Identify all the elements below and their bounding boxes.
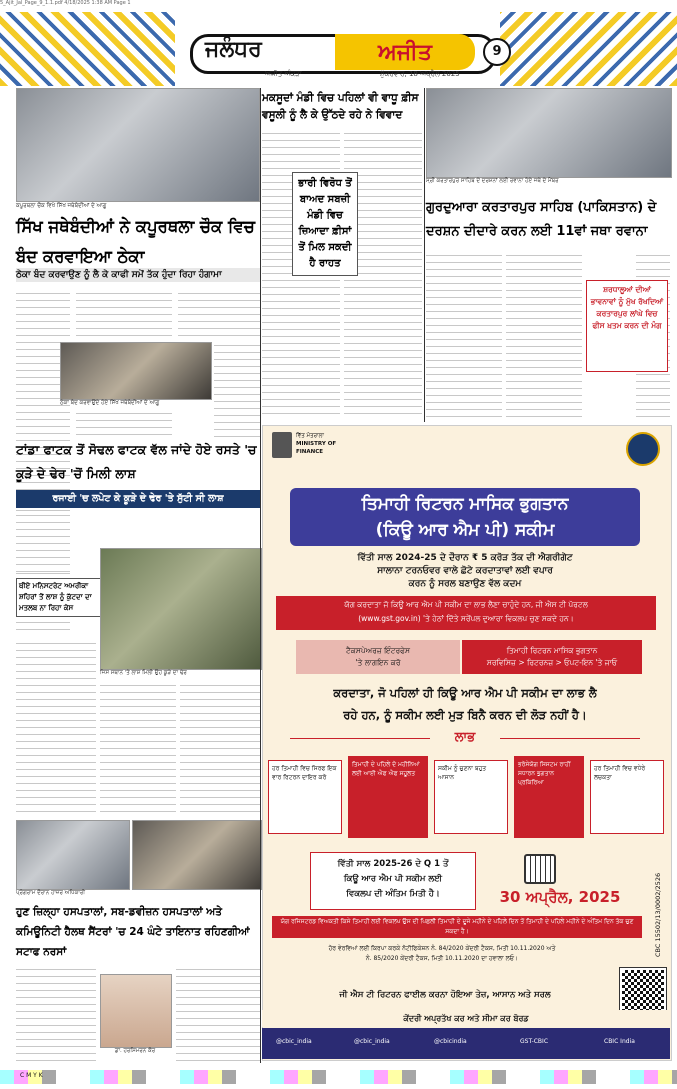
masthead-pattern-right bbox=[500, 12, 677, 86]
masthead-subtitle: ਅਜੀਤ ਅੰਕੜਾ bbox=[265, 70, 302, 78]
step2-line1: ਤਿਮਾਹੀ ਰਿਟਰਨ ਮਾਸਿਕ ਭੁਗਤਾਨ bbox=[506, 646, 598, 655]
issue-date: ਸ਼ੁੱਕਰਵਾਰ, 18 ਅਪ੍ਰੈਲ 2025 bbox=[380, 70, 460, 78]
benefit-item: ਭਰੋਸੇਯੋਗ ਸਿਸਟਮ ਰਾਹੀਂ ਸਧਾਰਨ ਭੁਗਤਾਨ ਪ੍ਰਕਿਰਿਆ bbox=[514, 756, 584, 838]
step-opt-in bbox=[462, 640, 642, 674]
benefit-item: ਤਿਮਾਹੀ ਦੇ ਪਹਿਲੇ ਦੋ ਮਹੀਨਿਆਂ ਲਈ ਆਈ ਐਫ ਐਫ ਸਹੂਲਤ bbox=[348, 756, 428, 838]
color-registration-strip bbox=[0, 1070, 677, 1084]
banner-line2: (ਕਿਊ ਆਰ ਐਮ ਪੀ) ਸਕੀਮ bbox=[375, 520, 555, 540]
social-handle-facebook: @cbicindia bbox=[434, 1038, 467, 1045]
benefits-row bbox=[268, 756, 664, 838]
national-emblem-icon bbox=[272, 432, 292, 458]
step-login bbox=[296, 640, 460, 674]
eligibility-line1: ਯੋਗ ਕਰਦਾਤਾ ਜੋ ਕਿਊ ਆਰ ਐਮ ਪੀ ਸਕੀਮ ਦਾ ਲਾਭ ਲੈਣਾ ਚਾਹੁੰਦੇ ਹਨ, ਜੀ ਐਸ ਟੀ ਪੋਰਟਲ bbox=[344, 600, 588, 609]
event-photo-left bbox=[16, 820, 130, 890]
eligibility-line2: (www.gst.gov.in) 'ਤੇ ਹੇਠਾਂ ਦਿੱਤੇ ਸਰੇਂਪਲ ਦੁਆਰਾ ਵਿਕਲਪ ਚੁਣ ਸਕਦੇ ਹਨ। bbox=[358, 614, 574, 623]
column-rule bbox=[424, 88, 425, 422]
page-number: 9 bbox=[483, 38, 511, 66]
social-handle-instagram: @cbic_india bbox=[354, 1038, 390, 1045]
story4-body-col3 bbox=[100, 682, 176, 816]
deadline-box bbox=[310, 852, 476, 910]
deadline-line2: ਕਿਊ ਆਰ ਐਮ ਪੀ ਸਕੀਮ ਲਈ bbox=[343, 874, 443, 884]
social-media-bar bbox=[262, 1028, 670, 1059]
deadline-line1: ਵਿੱਤੀ ਸਾਲ 2025-26 ਦੇ Q 1 ਤੋਂ bbox=[337, 859, 449, 869]
ad-code-vertical bbox=[648, 860, 662, 960]
benefits-title: ਲਾਭ bbox=[430, 730, 500, 745]
intro-line2: ਸਾਲਾਨਾ ਟਰਨਓਵਰ ਵਾਲੇ ਛੋਟੇ ਕਰਦਾਤਾਵਾਂ ਲਈ ਵਪਾਰ bbox=[377, 566, 553, 576]
story1-body-col2 bbox=[76, 290, 172, 342]
option-window-note: ਯੋਗ ਰਜਿਸਟਰਡ ਵਿਅਕਤੀ ਕਿਸੇ ਤਿਮਾਹੀ ਲਈ ਵਿਕਲਪ ਉਸ ਦੀ ਪਿਛਲੀ ਤਿਮਾਹੀ ਦੇ ਦੂਜੇ ਮਹੀਨੇ ਦੇ ਪਹਿਲੇ ਦਿਨ ਤੋਂ ਤਿਮਾਹੀ ਦੇ ਪਹਿਲੇ ਮਹੀਨੇ ਦੇ ਅੰਤਿਮ ਦਿਨ ਤੱਕ ਚੁਣ ਸਕਦਾ ਹੈ। bbox=[272, 916, 642, 938]
masthead-brand: ਅਜੀਤ bbox=[335, 34, 475, 70]
protest-photo bbox=[16, 88, 260, 202]
notification-reference bbox=[272, 944, 612, 964]
story4-body-col4 bbox=[180, 682, 260, 816]
calendar-icon bbox=[524, 854, 556, 884]
benefit-item: ਹਰ ਤਿਮਾਹੀ ਵਿਚ ਸਿਰਫ ਇਕ ਵਾਰ ਰਿਟਰਨ ਦਾਇਰ ਕਰੋ bbox=[268, 760, 342, 834]
story5-body-col2 bbox=[176, 966, 260, 1066]
event-photo-caption: ਪ੍ਰੋਗਰਾਮ ਦੌਰਾਨ ਹਾਜ਼ਰ ਅਧਿਕਾਰੀ bbox=[16, 890, 85, 896]
board-name: ਕੇਂਦਰੀ ਅਪ੍ਰਤੱਖ ਕਰ ਅਤੇ ਸੀਮਾ ਕਰ ਬੋਰਡ bbox=[262, 1010, 670, 1027]
social-handle-youtube: CBIC India bbox=[604, 1038, 635, 1045]
story4-headline: ਟਾਂਡਾ ਫਾਟਕ ਤੋਂ ਸੋਢਲ ਫਾਟਕ ਵੱਲ ਜਾਂਦੇ ਹੋਏ ਰਸਤੇ 'ਚ ਕੂੜੇ ਦੇ ਢੇਰ 'ਚੋਂ ਮਿਲੀ ਲਾਸ਼ bbox=[16, 442, 257, 481]
eligibility-note bbox=[276, 596, 656, 630]
deadline-line3: ਵਿਕਲਪ ਦੀ ਅੰਤਿਮ ਮਿਤੀ ਹੈ। bbox=[346, 889, 440, 899]
story4-subhead: ਰਜਾਈ 'ਚ ਲਪੇਟ ਕੇ ਕੂੜੇ ਦੇ ਢੇਰ 'ਤੇ ਸੁੱਟੀ ਸੀ ਲਾਸ਼ bbox=[16, 490, 260, 508]
story1-photo2 bbox=[60, 342, 212, 400]
doctor-portrait bbox=[100, 974, 172, 1048]
story1-body-col2b bbox=[76, 410, 172, 440]
story5-body-col1 bbox=[16, 966, 96, 1066]
story3-headline: ਗੁਰਦੁਆਰਾ ਕਰਤਾਰਪੁਰ ਸਾਹਿਬ (ਪਾਕਿਸਤਾਨ) ਦੇ ਦਰਸ਼ਨ ਦੀਦਾਰੇ ਕਰਨ ਲਈ 11ਵਾਂ ਜਥਾ ਰਵਾਨਾ bbox=[426, 200, 657, 239]
intro-line3: ਕਰਨ ਨੂੰ ਸਰਲ ਬਣਾਉਣ ਵੱਲ ਕਦਮ bbox=[408, 579, 522, 589]
existing-users-notice bbox=[280, 682, 650, 726]
story2-pullquote: ਭਾਰੀ ਵਿਰੋਧ ਤੋਂ ਬਾਅਦ ਸਬਜ਼ੀ ਮੰਡੀ ਵਿਚ ਜ਼ਿਆਦਾ ਫ਼ੀਸਾਂ ਤੋਂ ਮਿਲ ਸਕਦੀ ਹੈ ਰਾਹਤ bbox=[292, 172, 358, 276]
reference-line2: ਨੰ. 85/2020 ਕੇਂਦਰੀ ਟੈਕਸ, ਮਿਤੀ 10.11.2020 ਦਾ ਹਵਾਲਾ ਲਓ। bbox=[365, 955, 519, 962]
story3-callout-box bbox=[586, 280, 668, 372]
garbage-photo-caption: ਜਿਸ ਸਥਾਨ 'ਤੇ ਲਾਸ਼ ਮਿਲੀ ਉਹ ਕੂੜੇ ਦਾ ਢੇਰ bbox=[100, 670, 187, 676]
scheme-banner bbox=[290, 488, 640, 546]
scheme-intro bbox=[280, 552, 650, 591]
story3-body-col2 bbox=[506, 252, 582, 420]
ad-slogan: ਜੀ ਐਸ ਟੀ ਰਿਟਰਨ ਫਾਈਲ ਕਰਨਾ ਹੋਇਆ ਤੇਜ਼, ਆਸਾਨ ਅਤੇ ਸਰਲ bbox=[339, 990, 551, 1000]
qr-code bbox=[620, 968, 666, 1014]
photo-caption: ਕਪੂਰਥਲਾ ਚੌਕ ਵਿਖੇ ਸਿੱਖ ਜਥੇਬੰਦੀਆਂ ਦੇ ਆਗੂ bbox=[16, 203, 107, 209]
cbic-emblem-icon bbox=[626, 432, 660, 466]
story4-sidebar: ਥੀਏ ਮਨਿਸਟਰੇਟ ਅਮਰੀਕਾ ਸ਼ਹਿਰਾਂ ਤੋਂ ਲਾਸ਼ ਨੂੰ ਕੁੱਟਦਾ ਦਾ ਮਤਲਬ ਨਾ ਰਿਹਾ ਕੇਸ bbox=[16, 578, 102, 617]
story3-callout: ਸ਼ਰਧਾਲੂਆਂ ਦੀਆਂ ਭਾਵਨਾਵਾਂ ਨੂੰ ਮੁੱਖ ਰੱਖਦਿਆਂ ਕਰਤਾਰਪੁਰ ਲਾਂਘੇ ਵਿਚ ਫੀਸ ਖ਼ਤਮ ਕਰਨ ਦੀ ਮੰਗ bbox=[590, 285, 664, 330]
cmyk-label: C M Y K bbox=[20, 1072, 43, 1079]
ministry-logo bbox=[296, 432, 336, 456]
notice-line2: ਰਹੇ ਹਨ, ਨੂੰ ਸਕੀਮ ਲਈ ਮੁੜ ਬਿਨੈ ਕਰਨ ਦੀ ਲੋੜ ਨਹੀਂ ਹੈ। bbox=[343, 708, 587, 722]
reference-line1: ਹੋਰ ਵੇਰਵਿਆਂ ਲਈ ਕਿਰਪਾ ਕਰਕੇ ਨੋਟੀਫਿਕੇਸ਼ਨ ਨੰ. 84/2020 ਕੇਂਦਰੀ ਟੈਕਸ, ਮਿਤੀ 10.11.2020 ਅਤੇ bbox=[328, 945, 556, 952]
masthead-city: ਜਲੰਧਰ bbox=[205, 36, 262, 62]
photo2-caption: ਠੇਕਾ ਬੰਦ ਕਰਵਾਉਂਦੇ ਹੋਏ ਸਿੱਖ ਜਥੇਬੰਦੀਆਂ ਦੇ ਆਗੂ bbox=[60, 400, 160, 406]
banner-line1: ਤਿਮਾਹੀ ਰਿਟਰਨ ਮਾਸਿਕ ਭੁਗਤਾਨ bbox=[361, 494, 569, 514]
story1-body-col3b bbox=[214, 342, 260, 440]
ad-code: CBC 15502/13/0002/2526 bbox=[654, 872, 662, 957]
benefit-item: ਸਕੀਮ ਨੂੰ ਚੁਣਨਾ ਬਹੁਤ ਆਸਾਨ bbox=[434, 760, 508, 834]
portrait-caption: ਡਾ. ਹਰਸਿਮਰਨ ਕੌਰ bbox=[114, 1048, 156, 1054]
column-rule bbox=[260, 88, 261, 1063]
ministry-line1: ਵਿੱਤ ਮੰਤਰਾਲਾ bbox=[296, 433, 324, 439]
story4-body-col1 bbox=[16, 512, 70, 572]
notice-line1: ਕਰਦਾਤਾ, ਜੋ ਪਹਿਲਾਂ ਹੀ ਕਿਊ ਆਰ ਐਮ ਪੀ ਸਕੀਮ ਦਾ ਲਾਭ ਲੈ bbox=[333, 686, 597, 700]
story1-body-col3 bbox=[178, 290, 260, 342]
event-photo-right bbox=[132, 820, 262, 890]
deadline-date: 30 ਅਪ੍ਰੈਲ, 2025 bbox=[499, 888, 621, 906]
pilgrims-photo bbox=[426, 88, 672, 178]
pilgrims-caption: ਸ੍ਰੀ ਕਰਤਾਰਪੁਰ ਸਾਹਿਬ ਦੇ ਦਰਸ਼ਨਾਂ ਲਈ ਰਵਾਨਾ ਹੋਏ ਜਥੇ ਦੇ ਮੈਂਬਰ bbox=[426, 178, 559, 184]
print-info-line: 5_Ajit_Jal_Page_9_1.1.pdf 4/18/2025 1:38 AM Page 1 bbox=[0, 0, 131, 6]
story1-subhead: ਠੇਕਾ ਬੰਦ ਕਰਵਾਉਣ ਨੂੰ ਲੈ ਕੇ ਕਾਫੀ ਸਮੇਂ ਤੱਕ ਹੁੰਦਾ ਰਿਹਾ ਹੰਗਾਮਾ bbox=[16, 268, 260, 282]
ministry-line3: FINANCE bbox=[296, 449, 324, 455]
story1-headline: ਸਿੱਖ ਜਥੇਬੰਦੀਆਂ ਨੇ ਕਪੂਰਥਲਾ ਚੌਕ ਵਿਚ ਬੰਦ ਕਰਵਾਇਆ ਠੇਕਾ bbox=[16, 217, 255, 266]
story5-headline: ਹੁਣ ਜ਼ਿਲ੍ਹਾ ਹਸਪਤਾਲਾਂ, ਸਬ-ਡਵੀਜ਼ਨ ਹਸਪਤਾਲਾਂ ਅਤੇ ਕਮਿਊਨਿਟੀ ਹੈਲਥ ਸੈਂਟਰਾਂ 'ਚ 24 ਘੰਟੇ ਤਾਇਨਾਤ ਰਹਿਣਗੀਆਂ ਸਟਾਫ ਨਰਸਾਂ bbox=[16, 906, 250, 958]
story2-headline: ਮਕਸੂਦਾਂ ਮੰਡੀ ਵਿਚ ਪਹਿਲਾਂ ਵੀ ਵਾਧੂ ਫ਼ੀਸ ਵਸੂਲੀ ਨੂੰ ਲੈ ਕੇ ਉੱਠਦੇ ਰਹੇ ਨੇ ਵਿਵਾਦ bbox=[262, 92, 419, 121]
ministry-line2: MINISTRY OF bbox=[296, 441, 337, 447]
step2-line2: ਸਰਵਿਸਿਜ਼ > ਰਿਟਰਨਜ਼ > ਓਪਟ-ਇਨ 'ਤੇ ਜਾਓ bbox=[486, 658, 618, 667]
benefit-item: ਹਰ ਤਿਮਾਹੀ ਵਿਚ ਵਧੇਰੇ ਲਚਕਤਾ bbox=[590, 760, 664, 834]
step1-line2: 'ਤੇ ਲਾਗਇਨ ਕਰੋ bbox=[355, 658, 401, 667]
intro-line1: ਵਿੱਤੀ ਸਾਲ 2024-25 ਦੇ ਦੌਰਾਨ ₹ 5 ਕਰੋੜ ਤੱਕ ਦੀ ਐਗਰੀਗੇਟ bbox=[357, 553, 573, 563]
social-handle-x: @cbic_india bbox=[276, 1038, 312, 1045]
masthead-pattern-left bbox=[0, 12, 175, 86]
step1-line1: ਟੈਕਸਪੇਅਰਜ਼ ਇੰਟਰਫੇਸ bbox=[346, 646, 410, 655]
story4-body-col2 bbox=[16, 640, 96, 816]
social-handle-whatsapp: GST-CBIC bbox=[520, 1038, 549, 1045]
garbage-site-photo bbox=[100, 548, 262, 670]
story3-body-col1 bbox=[426, 252, 502, 420]
